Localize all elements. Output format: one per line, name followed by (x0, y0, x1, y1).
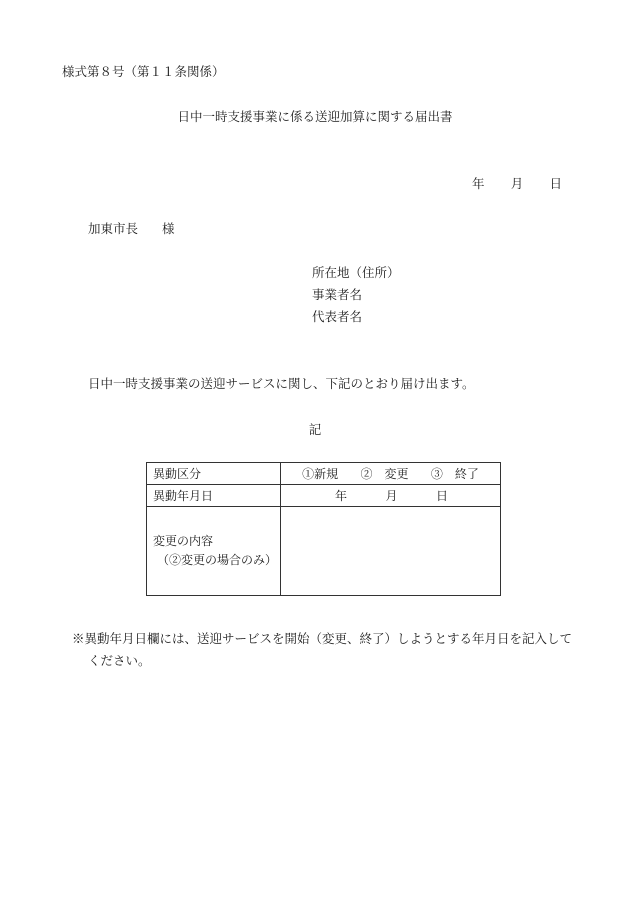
option-change[interactable]: ② 変更 (360, 467, 409, 481)
change-date-year: 年 (335, 489, 348, 503)
applicant-business-name-label: 事業者名 (312, 287, 363, 302)
applicant-representative-label: 代表者名 (312, 309, 363, 324)
change-details-label-cell (147, 507, 281, 596)
change-date-label: 異動年月日 (147, 485, 281, 507)
addressee-name: 加東市長 (88, 221, 139, 236)
change-date-day: 日 (435, 489, 448, 503)
document-title: 日中一時支援事業に係る送迎加算に関する届出書 (177, 109, 453, 124)
change-date-field[interactable] (281, 485, 501, 507)
applicant-block (312, 267, 400, 333)
note-line-1: ※異動年月日欄には、送迎サービスを開始（変更、終了）しようとする年月日を記入して (72, 631, 573, 646)
date-day: 日 (549, 176, 562, 191)
date-year: 年 (472, 176, 485, 191)
option-new[interactable]: ①新規 (302, 467, 339, 481)
applicant-address-label: 所在地（住所） (312, 265, 400, 280)
addressee (88, 223, 175, 236)
form-number: 様式第８号（第１１条関係） (62, 64, 225, 79)
note (72, 628, 592, 672)
option-end[interactable]: ③ 終了 (430, 467, 479, 481)
change-details-field[interactable] (281, 507, 501, 596)
ki-heading: 記 (308, 422, 322, 437)
change-type-label: 異動区分 (147, 463, 281, 485)
submission-date (472, 178, 562, 191)
change-details-sublabel: （②変更の場合のみ） (157, 553, 278, 567)
table-row (147, 507, 501, 596)
change-date-month: 月 (385, 489, 398, 503)
date-month: 月 (510, 176, 524, 191)
info-table (146, 462, 501, 596)
change-details-label: 変更の内容 (153, 533, 214, 548)
note-line-2: ください。 (88, 652, 151, 668)
table-row (147, 485, 501, 507)
addressee-honorific: 様 (162, 221, 175, 236)
body-text: 日中一時支援事業の送迎サービスに関し、下記のとおり届け出ます。 (88, 376, 475, 391)
change-type-options (281, 463, 501, 485)
table-row (147, 463, 501, 485)
